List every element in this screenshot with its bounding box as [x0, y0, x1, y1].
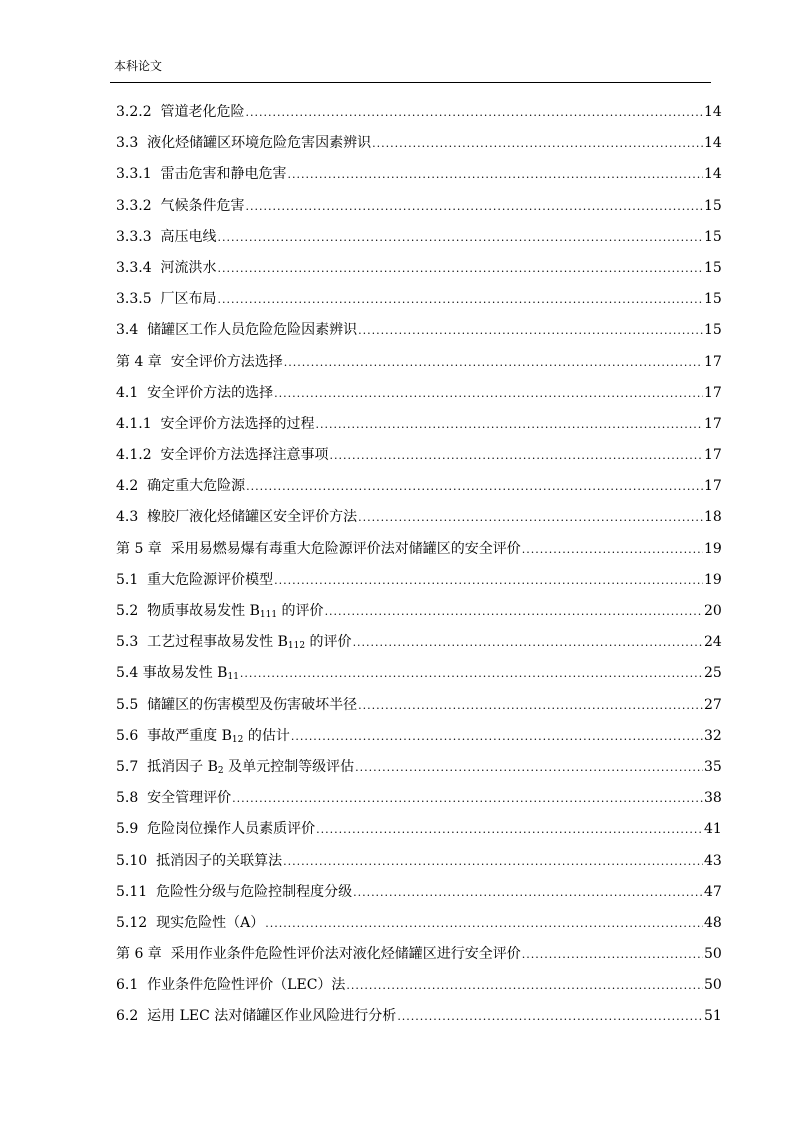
toc-leader-dots	[288, 159, 703, 190]
toc-entry-page-number: 17	[704, 415, 722, 432]
toc-entry[interactable]	[116, 378, 722, 409]
toc-entry-title: 抵消因子的关联算法	[156, 852, 283, 869]
toc-entry-number: 6.1	[116, 977, 148, 994]
toc-entry-number: 5.9	[116, 821, 148, 838]
toc-entry-title: 采用易燃易爆有毒重大危险源评价法对储罐区的安全评价	[170, 540, 521, 557]
toc-entry-number: 3.3	[116, 135, 148, 152]
toc-entry-number: 3.4	[116, 322, 148, 339]
toc-entry[interactable]	[116, 284, 722, 315]
toc-entry[interactable]	[116, 97, 722, 128]
toc-leader-dots	[218, 253, 703, 284]
toc-leader-dots	[240, 658, 703, 689]
toc-entry-subscript: 12	[231, 734, 244, 745]
toc-leader-dots	[274, 378, 703, 409]
toc-entry-number: 3.3.2	[116, 197, 161, 214]
toc-entry[interactable]	[116, 347, 722, 378]
toc-entry-number: 第 4 章	[116, 353, 171, 370]
toc-entry-title: 高压电线	[160, 228, 217, 245]
toc-entry[interactable]	[116, 658, 722, 689]
toc-entry-number: 4.1.1	[116, 415, 161, 432]
toc-entry-page-number: 32	[704, 727, 722, 744]
toc-entry-page-number: 19	[704, 571, 722, 588]
toc-leader-dots	[325, 596, 703, 627]
toc-entry-number: 4.2	[116, 478, 148, 495]
toc-entry-page-number: 15	[704, 291, 722, 308]
toc-entry[interactable]	[116, 534, 722, 565]
toc-entry-title: 重大危险源评价模型	[147, 571, 274, 588]
toc-entry[interactable]	[116, 690, 722, 721]
toc-entry-page-number: 17	[704, 447, 722, 464]
toc-entry[interactable]	[116, 721, 722, 752]
toc-entry[interactable]	[116, 814, 722, 845]
toc-entry-page-number: 47	[704, 883, 722, 900]
toc-entry[interactable]	[116, 877, 722, 908]
toc-leader-dots	[316, 814, 703, 845]
toc-entry[interactable]	[116, 222, 722, 253]
toc-entry-number: 5.5	[116, 696, 148, 713]
toc-entry-page-number: 24	[704, 634, 722, 651]
toc-entry-page-number: 17	[704, 384, 722, 401]
toc-entry[interactable]	[116, 908, 722, 939]
toc-entry-subscript: 11	[227, 672, 239, 683]
toc-entry-page-number: 43	[704, 852, 722, 869]
toc-entry-subscript: 2	[217, 765, 224, 776]
toc-entry-title: 运用 LEC 法对储罐区作业风险进行分析	[147, 1008, 397, 1025]
toc-entry-page-number: 17	[704, 478, 722, 495]
toc-entry-number: 4.1.2	[116, 447, 161, 464]
toc-leader-dots	[522, 534, 703, 565]
toc-entry-number: 第 5 章	[116, 540, 171, 557]
toc-entry-title: 现实危险性（A）	[156, 914, 265, 931]
toc-leader-dots	[265, 908, 703, 939]
toc-entry[interactable]	[116, 1001, 722, 1032]
toc-leader-dots	[358, 315, 703, 346]
toc-entry-title: 安全评价方法的选择	[147, 384, 274, 401]
toc-entry-title: 储罐区的伤害模型及伤害破坏半径	[147, 696, 358, 713]
toc-entry[interactable]	[116, 471, 722, 502]
toc-entry[interactable]	[116, 939, 722, 970]
toc-entry-page-number: 20	[704, 603, 722, 619]
toc-entry-page-number: 51	[704, 1008, 722, 1025]
toc-leader-dots	[246, 97, 703, 128]
toc-entry-page-number: 15	[704, 259, 722, 276]
toc-entry-number: 5.11	[116, 883, 157, 900]
toc-entry-number: 3.3.3	[116, 228, 161, 245]
toc-entry-number: 5.4	[116, 665, 143, 682]
toc-entry-page-number: 19	[704, 540, 722, 557]
toc-leader-dots	[246, 471, 703, 502]
toc-leader-dots	[284, 347, 703, 378]
toc-leader-dots	[291, 721, 703, 752]
toc-entry-title: 物质事故易发性 $B_{111}$ 的评价	[147, 603, 324, 620]
toc-entry[interactable]	[116, 409, 722, 440]
toc-entry-page-number: 15	[704, 322, 722, 339]
toc-entry[interactable]	[116, 752, 722, 783]
toc-leader-dots	[346, 970, 703, 1001]
toc-entry[interactable]	[116, 783, 722, 814]
toc-entry-number: 5.10	[116, 852, 157, 869]
toc-entry-number: 5.2	[116, 603, 148, 619]
toc-entry-title: 作业条件危险性评价（LEC）法	[147, 977, 346, 994]
toc-entry-number: 5.8	[116, 790, 148, 807]
toc-entry-page-number: 15	[704, 197, 722, 214]
toc-entry-number: 3.3.1	[116, 166, 161, 183]
toc-entry[interactable]	[116, 565, 722, 596]
toc-leader-dots	[355, 752, 703, 783]
toc-entry-number: 6.2	[116, 1008, 148, 1025]
toc-entry-page-number: 14	[704, 104, 722, 120]
toc-entry-title: 厂区布局	[160, 291, 217, 308]
toc-entry-title: 采用作业条件危险性评价法对液化烃储罐区进行安全评价	[170, 946, 521, 963]
toc-entry-number: 5.6	[116, 727, 148, 744]
toc-entry-title: 气候条件危害	[160, 197, 245, 214]
toc-entry-number: 3.3.4	[116, 259, 161, 276]
toc-entry-title: 危险岗位操作人员素质评价	[147, 821, 316, 838]
toc-entry-page-number: 27	[704, 696, 722, 713]
toc-entry-title: 安全评价方法选择注意事项	[160, 447, 329, 464]
toc-entry-number: 4.3	[116, 509, 148, 526]
toc-entry-number: 3.3.5	[116, 291, 161, 308]
toc-entry-title: 河流洪水	[160, 259, 217, 276]
toc-leader-dots	[372, 128, 703, 159]
toc-leader-dots	[283, 846, 703, 877]
toc-entry-page-number: 38	[704, 790, 722, 807]
toc-leader-dots	[358, 502, 703, 533]
toc-entry-page-number: 50	[704, 946, 722, 963]
toc-leader-dots	[246, 191, 703, 222]
toc-entry[interactable]	[116, 128, 722, 159]
toc-entry-page-number: 15	[704, 228, 722, 245]
toc-entry[interactable]	[116, 596, 722, 627]
toc-entry-page-number: 17	[704, 353, 722, 370]
toc-entry[interactable]	[116, 846, 722, 877]
toc-entry-title: 液化烃储罐区环境危险危害因素辨识	[147, 135, 372, 152]
toc-leader-dots	[232, 783, 703, 814]
toc-entry-title: 事故严重度 $B_{12}$ 的估计	[147, 727, 290, 745]
toc-entry[interactable]	[116, 440, 722, 471]
toc-entry-number: 4.1	[116, 384, 148, 401]
toc-entry-subscript: 111	[259, 610, 278, 620]
toc-entry-number: 5.12	[116, 914, 157, 931]
toc-leader-dots	[330, 440, 703, 471]
toc-entry-page-number: 35	[704, 758, 722, 775]
toc-entry-title: 事故易发性 $B_{11}$	[142, 665, 239, 683]
toc-leader-dots	[353, 877, 703, 908]
toc-leader-dots	[522, 939, 703, 970]
toc-entry-title: 橡胶厂液化烃储罐区安全评价方法	[147, 509, 358, 526]
toc-leader-dots	[316, 409, 703, 440]
toc-entry[interactable]	[116, 315, 722, 346]
toc-entry-page-number: 18	[704, 509, 722, 526]
toc-entry[interactable]	[116, 191, 722, 222]
toc-entry-title: 管道老化危险	[160, 104, 245, 120]
toc-entry-page-number: 41	[704, 821, 722, 838]
toc-entry-title: 确定重大危险源	[147, 478, 246, 495]
toc-entry-title: 储罐区工作人员危险危险因素辨识	[147, 322, 358, 339]
toc-entry-page-number: 14	[704, 135, 722, 152]
toc-leader-dots	[358, 690, 703, 721]
toc-entry-page-number: 48	[704, 914, 722, 931]
toc-entry-title: 抵消因子 $B_2$ 及单元控制等级评估	[147, 758, 355, 776]
toc-entry-subscript: 112	[287, 641, 306, 652]
toc-entry-title: 安全评价方法选择	[170, 353, 283, 370]
toc-entry[interactable]	[116, 159, 722, 190]
toc-entry[interactable]	[116, 253, 722, 284]
toc-entry-page-number: 25	[704, 665, 722, 682]
toc-entry-number: 第 6 章	[116, 946, 171, 963]
running-header: 本科论文	[114, 59, 163, 73]
toc-entry-title: 危险性分级与危险控制程度分级	[156, 883, 353, 900]
toc-entry-number: 5.3	[116, 634, 148, 651]
table-of-contents	[116, 97, 722, 1033]
toc-entry[interactable]	[116, 970, 722, 1001]
toc-entry-number: 5.1	[116, 571, 148, 588]
toc-entry-title: 雷击危害和静电危害	[160, 166, 287, 183]
toc-entry-number: 3.2.2	[116, 104, 161, 120]
toc-entry-title: 工艺过程事故易发性 $B_{112}$ 的评价	[147, 634, 352, 652]
toc-leader-dots	[397, 1001, 703, 1032]
toc-entry-number: 5.7	[116, 758, 148, 775]
toc-leader-dots	[218, 222, 703, 253]
toc-entry[interactable]	[116, 502, 722, 533]
toc-entry-title: 安全管理评价	[147, 790, 232, 807]
toc-leader-dots	[353, 627, 703, 658]
header-rule	[110, 82, 711, 83]
toc-entry-page-number: 14	[704, 166, 722, 183]
toc-leader-dots	[274, 565, 703, 596]
toc-entry-title: 安全评价方法选择的过程	[160, 415, 315, 432]
toc-entry[interactable]	[116, 627, 722, 658]
toc-entry-page-number: 50	[704, 977, 722, 994]
toc-leader-dots	[218, 284, 703, 315]
